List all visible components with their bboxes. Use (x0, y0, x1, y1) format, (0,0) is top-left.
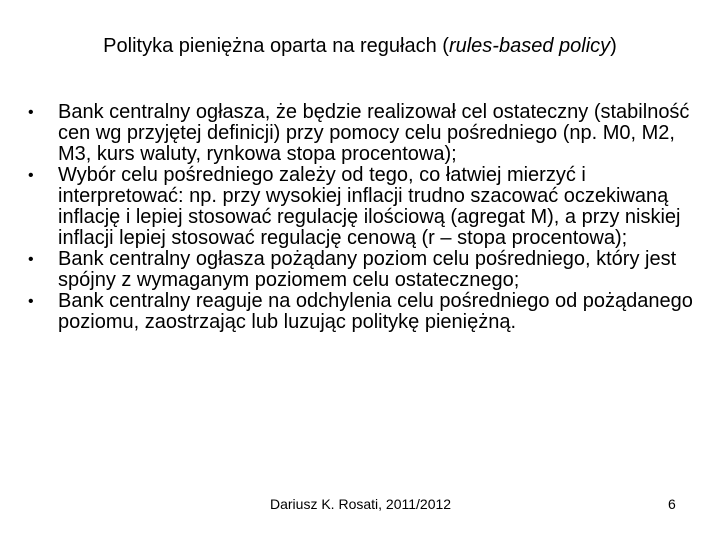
bullet-item (28, 249, 700, 291)
title-text: Polityka pieniężna oparta na regułach ( (103, 35, 449, 57)
footer-author: Dariusz K. Rosati, 2011/2012 (270, 496, 452, 512)
footer (0, 496, 720, 516)
bullet-dot-icon: • (28, 167, 34, 184)
slide-title (0, 34, 720, 58)
bullet-text: Bank centralny ogłasza pożądany poziom celu pośredniego, który jest spójny z wymaganym poziomem celu ostatecznego; (58, 248, 677, 291)
bullet-text: Bank centralny ogłasza, że będzie realizował cel ostateczny (stabilność cen wg przyjętej definicji) przy pomocy celu pośredniego (np. M0, M2, M3, kurs waluty, rynkowa stopa procentowa); (58, 101, 690, 165)
bullet-item (28, 291, 700, 333)
bullet-dot-icon: • (28, 104, 34, 121)
bullet-dot-icon: • (28, 251, 34, 268)
title-suffix: ) (610, 35, 617, 57)
bullet-list (28, 102, 700, 333)
page-number: 6 (668, 496, 676, 512)
bullet-text: Wybór celu pośredniego zależy od tego, co łatwiej mierzyć i interpretować: np. przy wysokiej inflacji trudno szacować oczekiwaną inflację i lepiej stosować regulację ilościową (agregat M), a przy niskiej inflacji lepiej stosować regulację cenową (r – stopa procentowa); (58, 164, 681, 249)
bullet-dot-icon: • (28, 293, 34, 310)
title-italic-text: rules-based policy (448, 35, 611, 57)
bullet-text: Bank centralny reaguje na odchylenia celu pośredniego od pożądanego poziomu, zaostrzając lub luzując politykę pieniężną. (58, 290, 693, 333)
bullet-item (28, 165, 700, 249)
bullet-item (28, 102, 700, 165)
